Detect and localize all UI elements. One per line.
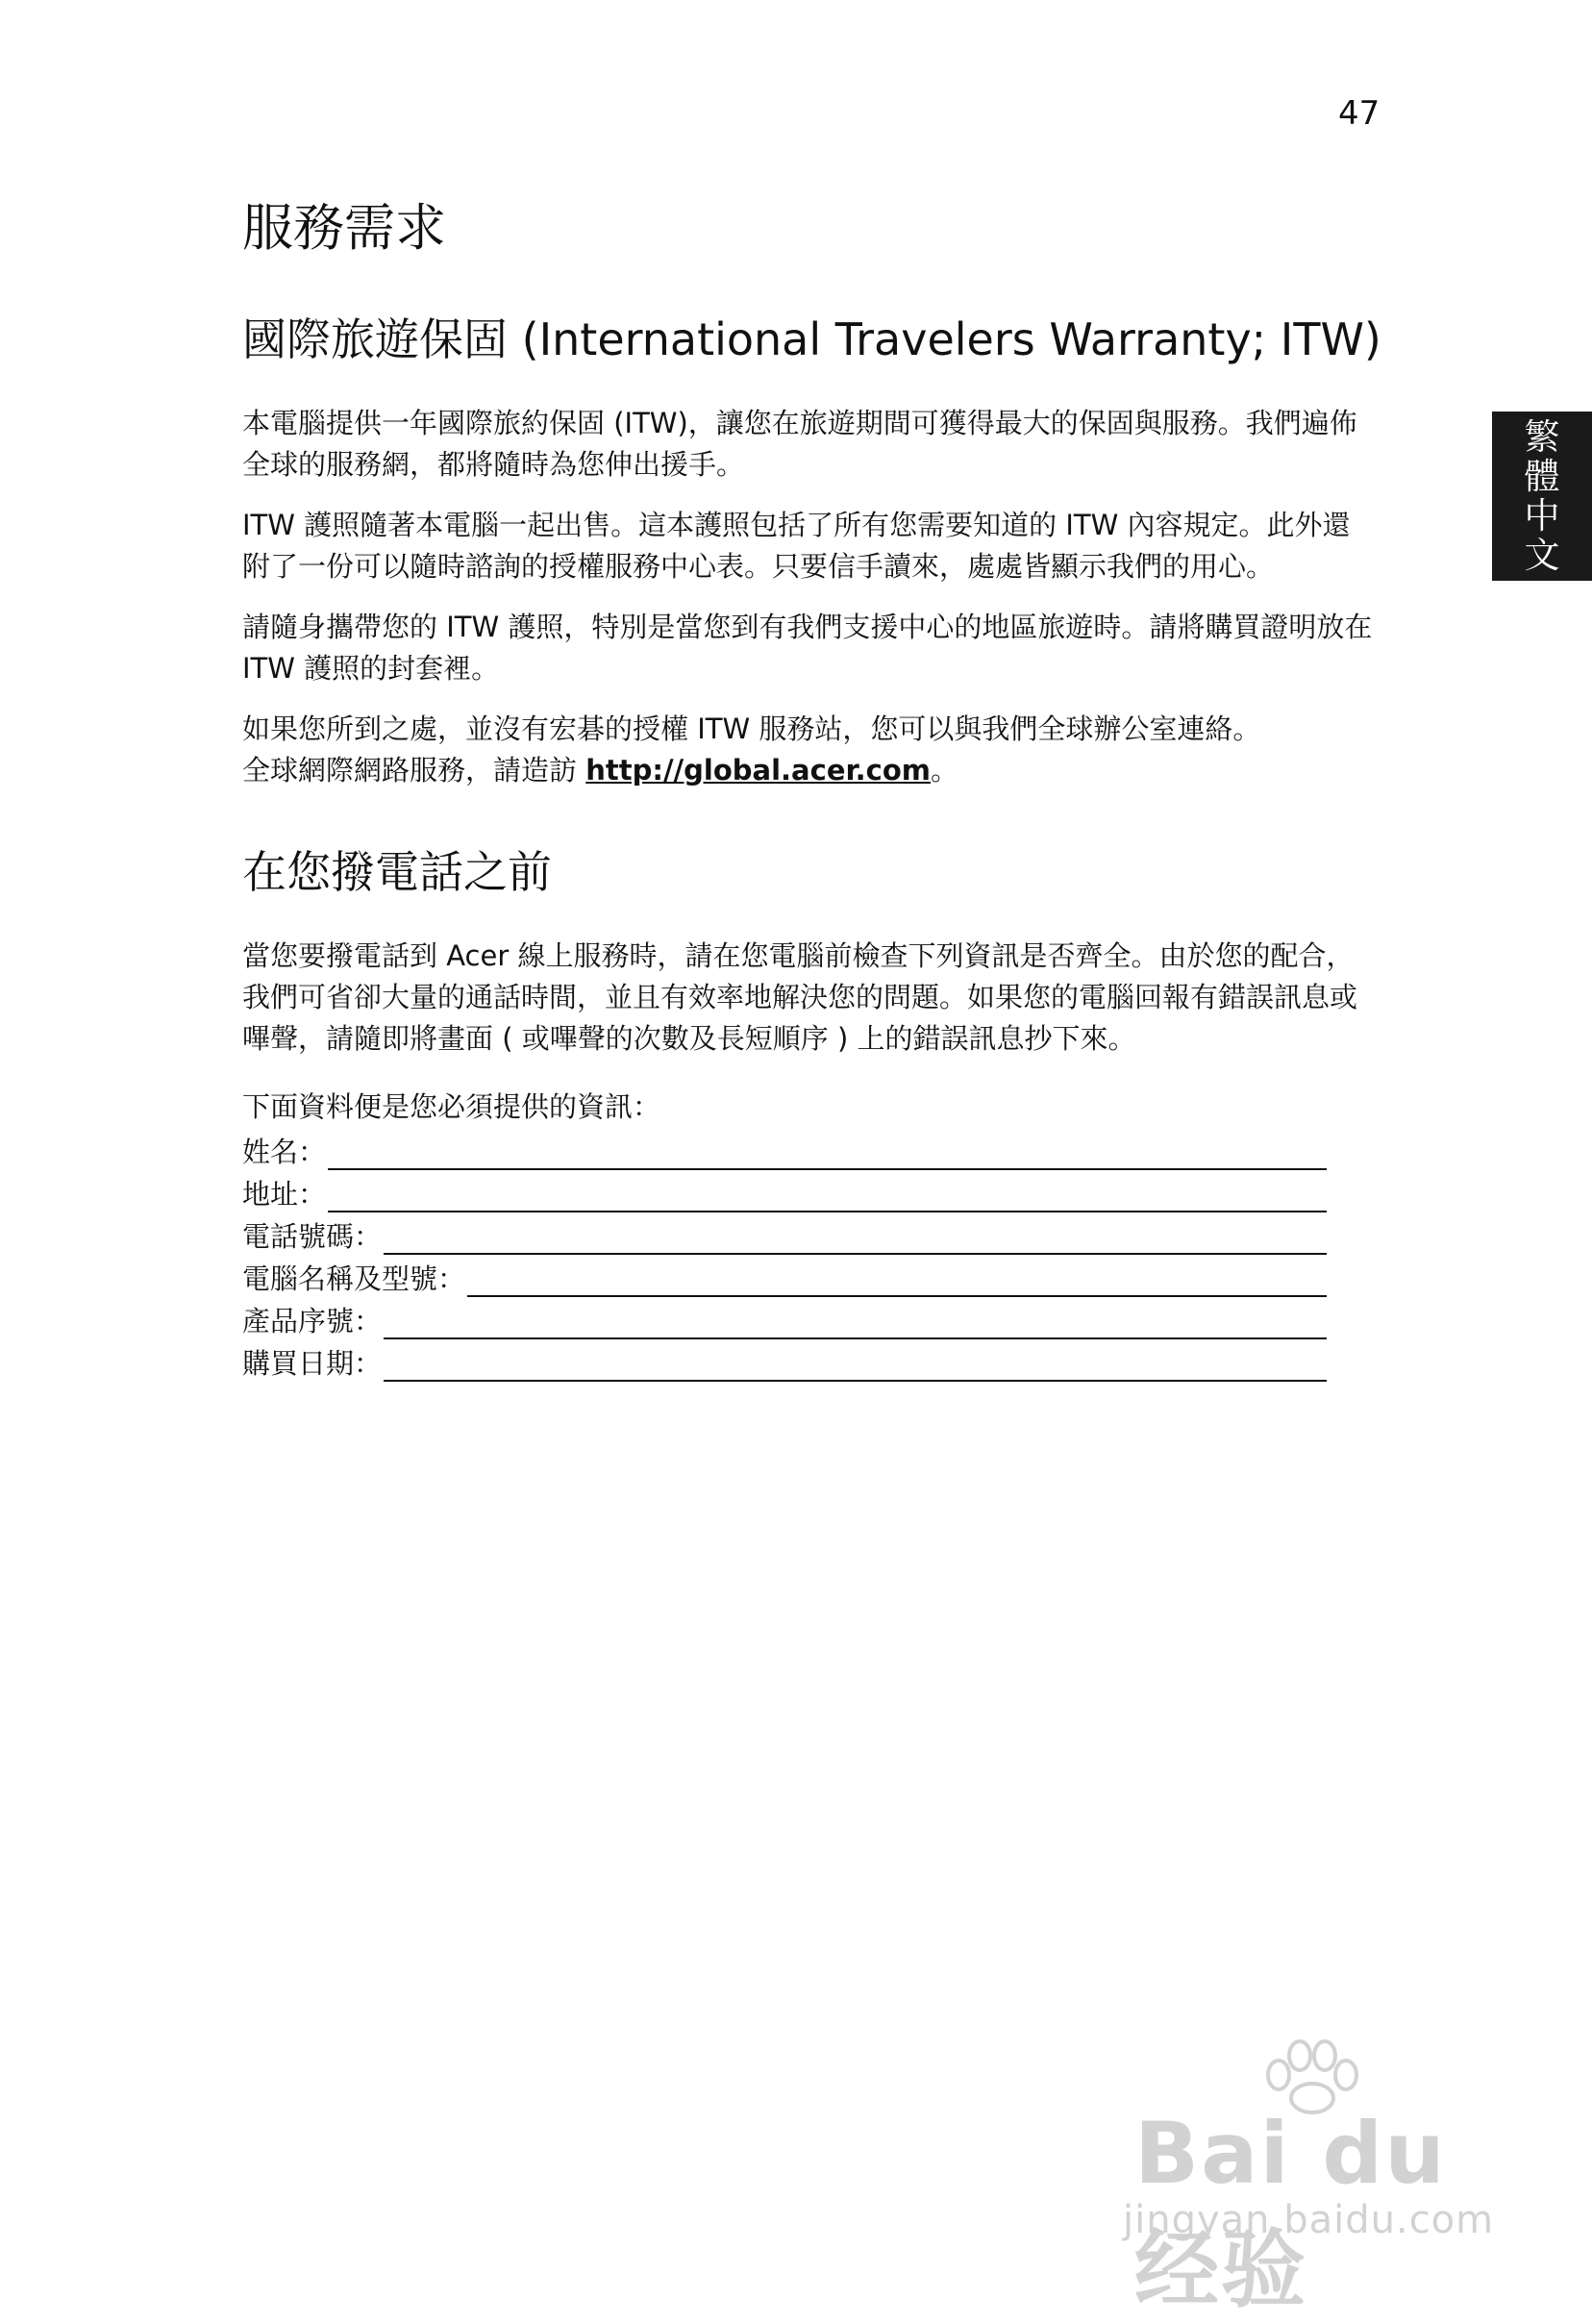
form-row-address bbox=[242, 1170, 1327, 1212]
form-line-name bbox=[328, 1139, 1327, 1170]
itw-paragraph-4 bbox=[242, 709, 1377, 791]
before-call-heading: 在您撥電話之前 bbox=[242, 846, 552, 898]
main-content bbox=[242, 195, 1381, 1382]
language-side-tab bbox=[1492, 412, 1592, 581]
form-label-phone: 電話號碼： bbox=[242, 1220, 383, 1253]
itw-paragraph-1: 本電腦提供一年國際旅約保固 (ITW)，讓您在旅遊期間可獲得最大的保固與服務。我們遍佈全球的服務網，都將隨時為您伸出援手。 bbox=[242, 407, 1357, 481]
form-line-purchase-date bbox=[384, 1351, 1327, 1382]
form-label-model: 電腦名稱及型號： bbox=[242, 1262, 466, 1295]
form-line-model bbox=[467, 1266, 1327, 1297]
info-form bbox=[242, 1128, 1327, 1382]
page-title: 服務需求 bbox=[242, 199, 446, 258]
page-number: 47 bbox=[1338, 94, 1381, 133]
itw-paragraph-4-line-2-suffix: 。 bbox=[931, 754, 959, 787]
form-row-model bbox=[242, 1255, 1327, 1297]
form-intro: 下面資料便是您必須提供的資訊： bbox=[242, 1090, 661, 1123]
form-label-purchase-date: 購買日期： bbox=[242, 1347, 383, 1380]
watermark-url: jingyan.baidu.com bbox=[1123, 2198, 1495, 2242]
itw-paragraph-2: ITW 護照隨著本電腦一起出售。這本護照包括了所有您需要知道的 ITW 內容規定。此外還附了一份可以隨時諮詢的授權服務中心表。只要信手讀來，處處皆顯示我們的用心。 bbox=[242, 509, 1351, 583]
form-label-serial: 產品序號： bbox=[242, 1305, 383, 1337]
form-label-address: 地址： bbox=[242, 1178, 327, 1211]
itw-paragraph-3: 請隨身攜帶您的 ITW 護照，特別是當您到有我們支援中心的地區旅遊時。請將購買證明放在 ITW 護照的封套裡。 bbox=[242, 611, 1373, 685]
baidu-watermark bbox=[1115, 2029, 1500, 2319]
form-row-serial bbox=[242, 1297, 1327, 1339]
itw-paragraph-4-line-1: 如果您所到之處，並沒有宏碁的授權 ITW 服務站，您可以與我們全球辦公室連絡。 bbox=[242, 712, 1261, 745]
form-label-name: 姓名： bbox=[242, 1136, 327, 1168]
acer-global-link[interactable]: http://global.acer.com bbox=[585, 754, 931, 787]
form-line-serial bbox=[384, 1309, 1327, 1339]
before-call-paragraph: 當您要撥電話到 Acer 線上服務時，請在您電腦前檢查下列資訊是否齊全。由於您的配合，我們可省卻大量的通話時間，並且有效率地解決您的問題。如果您的電腦回報有錯誤訊息或嗶聲，請隨即將畫面 ( 或嗶聲的次數及長短順序 ) 上的錯誤訊息抄下來。 bbox=[242, 939, 1358, 1055]
language-side-tab-label: 繁體中文 bbox=[1524, 416, 1560, 576]
itw-paragraph-4-line-2-prefix: 全球網際網路服務，請造訪 bbox=[242, 754, 586, 787]
form-row-name bbox=[242, 1128, 1327, 1170]
form-line-phone bbox=[384, 1224, 1327, 1255]
form-row-purchase-date bbox=[242, 1339, 1327, 1382]
itw-heading: 國際旅遊保固 (International Travelers Warranty; ITW) bbox=[242, 313, 1381, 365]
form-row-phone bbox=[242, 1212, 1327, 1255]
form-line-address bbox=[328, 1182, 1327, 1212]
watermark-brand: Bai du 经验 bbox=[1134, 2104, 1447, 2319]
